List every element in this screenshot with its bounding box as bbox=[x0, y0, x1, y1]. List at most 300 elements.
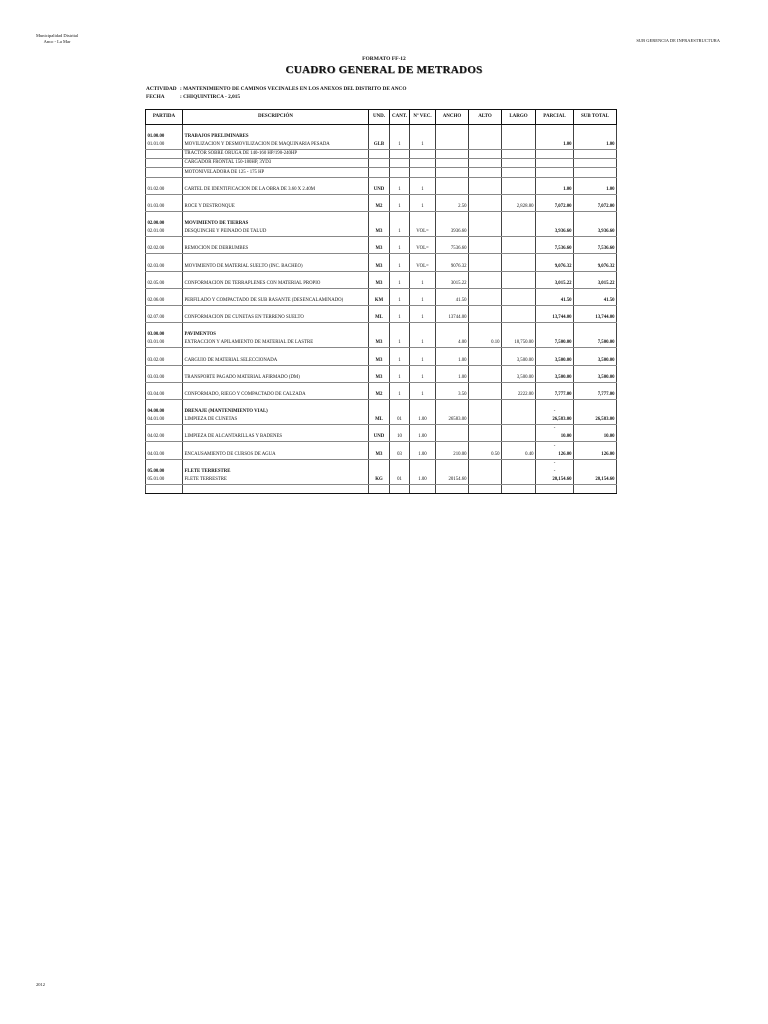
cell-largo bbox=[502, 288, 536, 297]
cell-subtotal bbox=[574, 237, 617, 246]
cell-parcial bbox=[536, 254, 574, 263]
cell-partida: 01.00.00 bbox=[146, 133, 183, 141]
cell-partida bbox=[146, 125, 183, 134]
cell-largo bbox=[502, 416, 536, 425]
table-row bbox=[146, 245, 617, 254]
cell-parcial bbox=[536, 194, 574, 203]
cell-desc: PERFILADO Y COMPACTADO DE SUB RASANTE (DESENCALAMINADO) bbox=[183, 297, 369, 306]
cell-partida: 05.01.00 bbox=[146, 476, 183, 485]
cell-cant bbox=[390, 459, 410, 468]
cell-partida: 01.03.00 bbox=[146, 203, 183, 212]
cell-largo bbox=[502, 305, 536, 314]
cell-und bbox=[369, 159, 390, 168]
cell-partida: 05.00.00 bbox=[146, 468, 183, 476]
cell-partida: 03.02.00 bbox=[146, 357, 183, 366]
spacer-row bbox=[146, 425, 617, 434]
cell-parcial: 126.00 bbox=[536, 451, 574, 460]
cell-subtotal: 3,015.22 bbox=[574, 280, 617, 289]
table-row bbox=[146, 280, 617, 289]
cell-nvec: 1.00 bbox=[410, 433, 436, 442]
cell-alto bbox=[469, 305, 502, 314]
spacer-row bbox=[146, 365, 617, 374]
cell-largo bbox=[502, 297, 536, 306]
cell-alto bbox=[469, 400, 502, 409]
cell-largo: 2222.00 bbox=[502, 391, 536, 400]
cell-largo bbox=[502, 468, 536, 476]
spacer-row bbox=[146, 382, 617, 391]
cell-ancho: 20154.60 bbox=[436, 476, 469, 485]
cell-cant bbox=[390, 331, 410, 339]
cell-parcial bbox=[536, 348, 574, 357]
cell-desc bbox=[183, 237, 369, 246]
section-row bbox=[146, 133, 617, 141]
cell-largo bbox=[502, 382, 536, 391]
cell-subtotal: 20,154.60 bbox=[574, 476, 617, 485]
cell-partida bbox=[146, 150, 183, 159]
cell-subtotal bbox=[574, 408, 617, 416]
cell-subtotal bbox=[574, 177, 617, 186]
cell-cant bbox=[390, 400, 410, 409]
cell-desc: MOVIMIENTO DE MATERIAL SUELTO (INC. BACHEO) bbox=[183, 263, 369, 272]
cell-largo bbox=[502, 314, 536, 323]
cell-subtotal bbox=[574, 254, 617, 263]
cell-alto bbox=[469, 133, 502, 141]
cell-largo: 3,500.00 bbox=[502, 357, 536, 366]
cell-largo bbox=[502, 220, 536, 228]
cell-partida bbox=[146, 442, 183, 451]
cell-cant: 10 bbox=[390, 433, 410, 442]
cell-desc: DRENAJE (MANTENIMIENTO VIAL) bbox=[183, 408, 369, 416]
cell-ancho bbox=[436, 468, 469, 476]
cell-desc: LIMPIEZA DE ALCANTARILLAS Y BADENES bbox=[183, 433, 369, 442]
table-row bbox=[146, 314, 617, 323]
cell-desc: FLETE TERRESTRE bbox=[183, 468, 369, 476]
column-header: Nº VEC. bbox=[410, 110, 436, 125]
cell-parcial: 1.00 bbox=[536, 186, 574, 195]
table-row bbox=[146, 203, 617, 212]
cell-alto bbox=[469, 484, 502, 493]
cell-nvec bbox=[410, 348, 436, 357]
cell-ancho bbox=[436, 331, 469, 339]
column-header: DESCRIPCIÓN bbox=[183, 110, 369, 125]
actividad-label: ACTIVIDAD bbox=[146, 86, 177, 92]
cell-parcial: 13,744.00 bbox=[536, 314, 574, 323]
cell-und bbox=[369, 331, 390, 339]
cell-cant bbox=[390, 484, 410, 493]
cell-desc: FLETE TERRESTRE bbox=[183, 476, 369, 485]
cell-parcial bbox=[536, 271, 574, 280]
cell-und bbox=[369, 211, 390, 220]
cell-parcial: 9,076.32 bbox=[536, 263, 574, 272]
cell-subtotal: 1.00 bbox=[574, 186, 617, 195]
cell-cant: 1 bbox=[390, 245, 410, 254]
cell-ancho: 3936.60 bbox=[436, 228, 469, 237]
cell-partida bbox=[146, 459, 183, 468]
cell-nvec bbox=[410, 382, 436, 391]
cell-desc bbox=[183, 125, 369, 134]
cell-nvec: 1 bbox=[410, 314, 436, 323]
cell-partida: 01.02.00 bbox=[146, 186, 183, 195]
column-header: ALTO bbox=[469, 110, 502, 125]
cell-ancho bbox=[436, 168, 469, 177]
cell-partida bbox=[146, 168, 183, 177]
table-row bbox=[146, 451, 617, 460]
cell-nvec: 1 bbox=[410, 391, 436, 400]
cell-ancho bbox=[436, 288, 469, 297]
cell-cant bbox=[390, 125, 410, 134]
metrados-table bbox=[145, 109, 617, 494]
cell-alto bbox=[469, 425, 502, 434]
cell-und bbox=[369, 400, 390, 409]
cell-subtotal bbox=[574, 133, 617, 141]
cell-ancho bbox=[436, 211, 469, 220]
cell-partida bbox=[146, 288, 183, 297]
cell-partida: 02.06.00 bbox=[146, 297, 183, 306]
table-body bbox=[146, 125, 617, 494]
cell-ancho bbox=[436, 150, 469, 159]
cell-und: ML bbox=[369, 314, 390, 323]
cell-nvec: 1 bbox=[410, 297, 436, 306]
cell-partida: 04.00.00 bbox=[146, 408, 183, 416]
cell-alto bbox=[469, 433, 502, 442]
column-header: LARGO bbox=[502, 110, 536, 125]
cell-subtotal: 10.00 bbox=[574, 433, 617, 442]
cell-desc bbox=[183, 254, 369, 263]
cell-desc bbox=[183, 382, 369, 391]
cell-subtotal: 7,500.00 bbox=[574, 339, 617, 348]
spacer-row bbox=[146, 442, 617, 451]
cell-partida bbox=[146, 400, 183, 409]
cell-desc: LIMPIEZA DE CUNETAS bbox=[183, 416, 369, 425]
cell-cant bbox=[390, 305, 410, 314]
cell-cant: 1 bbox=[390, 203, 410, 212]
cell-cant bbox=[390, 133, 410, 141]
cell-ancho bbox=[436, 220, 469, 228]
cell-desc bbox=[183, 288, 369, 297]
cell-ancho bbox=[436, 237, 469, 246]
cell-nvec: 1 bbox=[410, 357, 436, 366]
cell-alto bbox=[469, 357, 502, 366]
cell-und bbox=[369, 125, 390, 134]
cell-subtotal bbox=[574, 168, 617, 177]
cell-subtotal bbox=[574, 159, 617, 168]
cell-largo: 3,500.00 bbox=[502, 374, 536, 383]
cell-largo bbox=[502, 150, 536, 159]
actividad-value: : MANTENIMIENTO DE CAMINOS VECINALES EN LOS ANEXOS DEL DISTRITO DE ANCO bbox=[180, 86, 407, 92]
cell-subtotal bbox=[574, 323, 617, 332]
cell-subtotal bbox=[574, 220, 617, 228]
cell-desc bbox=[183, 323, 369, 332]
cell-largo bbox=[502, 442, 536, 451]
cell-parcial: - bbox=[536, 425, 574, 434]
cell-desc: CONFORMADO, RIEGO Y COMPACTADO DE CALZADA bbox=[183, 391, 369, 400]
cell-cant bbox=[390, 177, 410, 186]
cell-und: GLB bbox=[369, 141, 390, 150]
spacer-row bbox=[146, 177, 617, 186]
cell-partida: 02.07.00 bbox=[146, 314, 183, 323]
cell-und: M3 bbox=[369, 374, 390, 383]
cell-cant bbox=[390, 442, 410, 451]
cell-partida: 04.02.00 bbox=[146, 433, 183, 442]
cell-alto bbox=[469, 211, 502, 220]
cell-cant bbox=[390, 323, 410, 332]
cell-ancho bbox=[436, 125, 469, 134]
cell-parcial bbox=[536, 288, 574, 297]
cell-nvec bbox=[410, 408, 436, 416]
cell-desc: TRANSPORTE PAGADO MATERIAL AFIRMADO (DM) bbox=[183, 374, 369, 383]
cell-desc bbox=[183, 348, 369, 357]
spacer-row bbox=[146, 271, 617, 280]
cell-alto bbox=[469, 382, 502, 391]
cell-alto bbox=[469, 203, 502, 212]
cell-nvec: 1 bbox=[410, 339, 436, 348]
cell-subtotal bbox=[574, 288, 617, 297]
cell-parcial bbox=[536, 400, 574, 409]
cell-parcial bbox=[536, 159, 574, 168]
cell-und bbox=[369, 442, 390, 451]
organization-header bbox=[36, 33, 78, 45]
column-header: UND. bbox=[369, 110, 390, 125]
cell-nvec bbox=[410, 365, 436, 374]
cell-nvec bbox=[410, 400, 436, 409]
actividad-line bbox=[146, 86, 407, 92]
cell-largo bbox=[502, 125, 536, 134]
cell-nvec: VOL= bbox=[410, 228, 436, 237]
cell-nvec bbox=[410, 133, 436, 141]
cell-subtotal bbox=[574, 150, 617, 159]
table-row bbox=[146, 263, 617, 272]
cell-partida: 03.04.00 bbox=[146, 391, 183, 400]
spacer-row bbox=[146, 237, 617, 246]
cell-desc bbox=[183, 194, 369, 203]
cell-parcial: 7,072.00 bbox=[536, 203, 574, 212]
cell-cant: 1 bbox=[390, 263, 410, 272]
cell-partida bbox=[146, 365, 183, 374]
cell-parcial bbox=[536, 220, 574, 228]
spacer-row bbox=[146, 211, 617, 220]
cell-nvec: 1 bbox=[410, 203, 436, 212]
cell-und: M3 bbox=[369, 245, 390, 254]
cell-und bbox=[369, 468, 390, 476]
cell-subtotal bbox=[574, 194, 617, 203]
cell-largo bbox=[502, 425, 536, 434]
table-row bbox=[146, 141, 617, 150]
section-row bbox=[146, 331, 617, 339]
cell-cant: 1 bbox=[390, 280, 410, 289]
footer-year: 2012 bbox=[36, 982, 45, 987]
cell-nvec bbox=[410, 323, 436, 332]
cell-cant bbox=[390, 220, 410, 228]
cell-ancho: 210.00 bbox=[436, 451, 469, 460]
cell-und bbox=[369, 459, 390, 468]
cell-und bbox=[369, 305, 390, 314]
cell-nvec: 1.00 bbox=[410, 416, 436, 425]
cell-partida bbox=[146, 211, 183, 220]
cell-largo bbox=[502, 408, 536, 416]
cell-cant: 1 bbox=[390, 314, 410, 323]
section-row bbox=[146, 468, 617, 476]
cell-und bbox=[369, 254, 390, 263]
cell-cant: 01 bbox=[390, 476, 410, 485]
table-row bbox=[146, 339, 617, 348]
cell-und bbox=[369, 220, 390, 228]
cell-nvec: VOL= bbox=[410, 263, 436, 272]
cell-und: M3 bbox=[369, 451, 390, 460]
cell-subtotal: 7,536.60 bbox=[574, 245, 617, 254]
cell-largo: 0.40 bbox=[502, 451, 536, 460]
spacer-row bbox=[146, 168, 617, 177]
cell-alto bbox=[469, 159, 502, 168]
cell-desc: CARTEL DE IDENTIFICACION DE LA OBRA DE 3.60 X 2.40M bbox=[183, 186, 369, 195]
cell-nvec: 1 bbox=[410, 374, 436, 383]
cell-desc: MOVILIZACION Y DESMOVILIZACION DE MAQUINARIA PESADA bbox=[183, 141, 369, 150]
cell-parcial bbox=[536, 125, 574, 134]
cell-partida: 03.01.00 bbox=[146, 339, 183, 348]
cell-desc bbox=[183, 400, 369, 409]
cell-und: M3 bbox=[369, 339, 390, 348]
cell-desc: ENCAUSAMIENTO DE CURSOS DE AGUA bbox=[183, 451, 369, 460]
cell-largo bbox=[502, 400, 536, 409]
cell-partida: 04.01.00 bbox=[146, 416, 183, 425]
cell-und bbox=[369, 133, 390, 141]
cell-subtotal bbox=[574, 484, 617, 493]
cell-parcial bbox=[536, 177, 574, 186]
cell-alto bbox=[469, 186, 502, 195]
cell-parcial bbox=[536, 323, 574, 332]
cell-alto: 0.50 bbox=[469, 451, 502, 460]
cell-cant bbox=[390, 382, 410, 391]
cell-alto bbox=[469, 150, 502, 159]
cell-desc bbox=[183, 425, 369, 434]
cell-nvec: 1.00 bbox=[410, 451, 436, 460]
cell-und bbox=[369, 288, 390, 297]
cell-und bbox=[369, 168, 390, 177]
cell-ancho bbox=[436, 159, 469, 168]
cell-partida bbox=[146, 271, 183, 280]
cell-cant: 1 bbox=[390, 228, 410, 237]
cell-partida bbox=[146, 323, 183, 332]
cell-cant: 1 bbox=[390, 357, 410, 366]
cell-largo bbox=[502, 228, 536, 237]
cell-partida: 02.02.00 bbox=[146, 245, 183, 254]
cell-desc bbox=[183, 442, 369, 451]
cell-desc: REMOCIÓN DE DERRUMBES bbox=[183, 245, 369, 254]
table-row bbox=[146, 228, 617, 237]
cell-subtotal bbox=[574, 425, 617, 434]
cell-und: M2 bbox=[369, 391, 390, 400]
cell-largo bbox=[502, 476, 536, 485]
column-header: ANCHO bbox=[436, 110, 469, 125]
cell-subtotal bbox=[574, 305, 617, 314]
cell-parcial bbox=[536, 305, 574, 314]
cell-alto bbox=[469, 141, 502, 150]
cell-alto bbox=[469, 237, 502, 246]
cell-ancho bbox=[436, 271, 469, 280]
cell-nvec bbox=[410, 177, 436, 186]
cell-und: M3 bbox=[369, 280, 390, 289]
cell-ancho: 1.00 bbox=[436, 374, 469, 383]
cell-und bbox=[369, 194, 390, 203]
cell-partida: 01.01.00 bbox=[146, 141, 183, 150]
cell-und bbox=[369, 237, 390, 246]
cell-largo bbox=[502, 484, 536, 493]
cell-alto bbox=[469, 271, 502, 280]
cell-cant: 1 bbox=[390, 297, 410, 306]
cell-nvec: VOL= bbox=[410, 245, 436, 254]
cell-cant bbox=[390, 237, 410, 246]
cell-partida bbox=[146, 177, 183, 186]
spacer-row bbox=[146, 254, 617, 263]
cell-desc bbox=[183, 484, 369, 493]
cell-subtotal bbox=[574, 331, 617, 339]
cell-subtotal: 41.50 bbox=[574, 297, 617, 306]
cell-alto bbox=[469, 323, 502, 332]
cell-alto bbox=[469, 220, 502, 228]
cell-nvec bbox=[410, 150, 436, 159]
cell-parcial: 3,015.22 bbox=[536, 280, 574, 289]
cell-largo bbox=[502, 459, 536, 468]
cell-cant: 1 bbox=[390, 186, 410, 195]
cell-cant bbox=[390, 468, 410, 476]
fecha-value: : CHIQUINTIRCA - 2,015 bbox=[180, 94, 241, 100]
spacer-row bbox=[146, 159, 617, 168]
cell-parcial bbox=[536, 484, 574, 493]
cell-desc bbox=[183, 305, 369, 314]
cell-partida bbox=[146, 159, 183, 168]
cell-nvec bbox=[410, 425, 436, 434]
cell-largo bbox=[502, 365, 536, 374]
organization-name: Municipalidad Distrital bbox=[36, 33, 79, 38]
fecha-line bbox=[146, 94, 240, 100]
cell-ancho: 4.00 bbox=[436, 339, 469, 348]
cell-alto bbox=[469, 391, 502, 400]
column-header: PARCIAL bbox=[536, 110, 574, 125]
table-row bbox=[146, 433, 617, 442]
cell-nvec bbox=[410, 125, 436, 134]
cell-partida: 02.01.00 bbox=[146, 228, 183, 237]
section-row bbox=[146, 220, 617, 228]
cell-parcial: 41.50 bbox=[536, 297, 574, 306]
cell-und bbox=[369, 271, 390, 280]
cell-largo bbox=[502, 186, 536, 195]
cell-nvec bbox=[410, 194, 436, 203]
cell-desc bbox=[183, 211, 369, 220]
cell-subtotal: 3,936.60 bbox=[574, 228, 617, 237]
cell-und bbox=[369, 408, 390, 416]
cell-ancho bbox=[436, 133, 469, 141]
cell-alto bbox=[469, 365, 502, 374]
cell-und: M2 bbox=[369, 203, 390, 212]
cell-ancho bbox=[436, 484, 469, 493]
cell-desc: MOVIMIENTO DE TIERRAS bbox=[183, 220, 369, 228]
cell-partida: 02.03.00 bbox=[146, 263, 183, 272]
cell-ancho bbox=[436, 433, 469, 442]
cell-largo bbox=[502, 254, 536, 263]
cell-largo bbox=[502, 271, 536, 280]
cell-parcial bbox=[536, 211, 574, 220]
cell-ancho bbox=[436, 425, 469, 434]
cell-partida bbox=[146, 484, 183, 493]
cell-subtotal bbox=[574, 459, 617, 468]
cell-cant bbox=[390, 254, 410, 263]
cell-parcial bbox=[536, 331, 574, 339]
cell-desc: MOTONIVELADORA DE 125 - 175 HP bbox=[183, 168, 369, 177]
cell-desc: CONFORMACION DE CUNETAS EN TERRENO SUELTO bbox=[183, 314, 369, 323]
cell-largo bbox=[502, 245, 536, 254]
cell-alto bbox=[469, 280, 502, 289]
cell-desc: CARGUIO DE MATERIAL SELECCIONADA bbox=[183, 357, 369, 366]
cell-largo: 18,750.00 bbox=[502, 339, 536, 348]
